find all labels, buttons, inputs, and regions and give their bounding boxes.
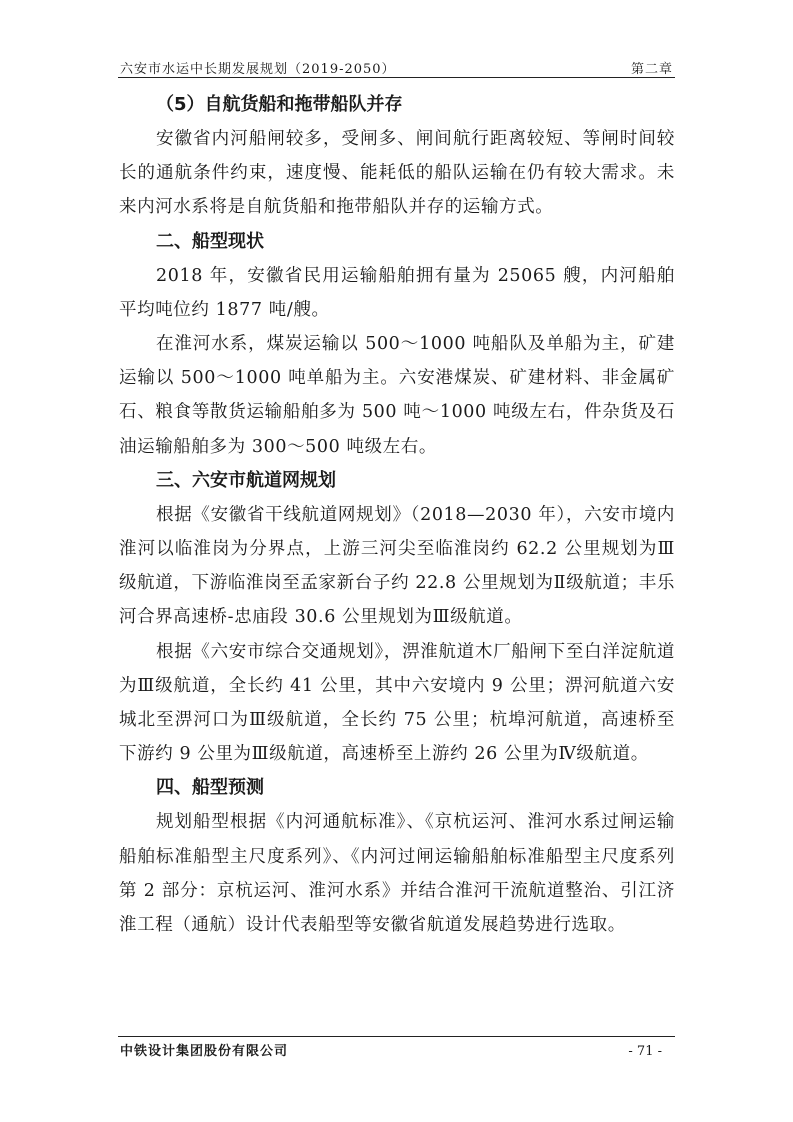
section-heading-ship-forecast: 四、船型预测 <box>156 777 264 799</box>
page-number: - 71 - <box>628 1044 662 1059</box>
chapter-label: 第二章 <box>630 62 673 77</box>
paragraph-self-propelled: 安徽省内河船闸较多，受闸多、闸间航行距离较短、等闸时间较长的通航条件约束，速度慢、能耗低的船队运输在仍有较大需求。未来内河水系将是自航货船和拖带船队并存的运输方式。 <box>119 129 675 218</box>
paragraph-provincial-plan: 根据《安徽省干线航道网规划》（2018—2030 年），六安市境内淮河以临淮岗为分界点，上游三河尖至临淮岗约 62.2 公里规划为Ⅲ级航道，下游临淮岗至孟家新台子约 22.8 公里规划为Ⅱ级航道；丰乐河合界高速桥-忠庙段 30.6 公里规划为Ⅲ级航道。 <box>119 504 675 628</box>
header-divider <box>118 77 675 78</box>
section-heading-waterway-network: 三、六安市航道网规划 <box>156 469 336 491</box>
paragraph-fleet-count: 2018 年，安徽省民用运输船舶拥有量为 25065 艘，内河船舶平均吨位约 1877 吨/艘。 <box>119 265 675 320</box>
footer-divider <box>118 1036 675 1037</box>
section-heading-self-propelled: （5）自航货船和拖带船队并存 <box>156 94 403 115</box>
paragraph-huai-river-transport: 在淮河水系，煤炭运输以 500～1000 吨船队及单船为主，矿建运输以 500～1000 吨单船为主。六安港煤炭、矿建材料、非金属矿石、粮食等散货运输船舶多为 500 吨～1000 吨级左右，件杂货及石油运输船舶多为 300～500 吨级左右。 <box>119 334 675 457</box>
company-name: 中铁设计集团股份有限公司 <box>120 1044 289 1059</box>
section-heading-ship-status: 二、船型现状 <box>156 230 264 252</box>
paragraph-ship-standards: 规划船型根据《内河通航标准》、《京杭运河、淮河水系过闸运输船舶标准船型主尺度系列》、《内河过闸运输船舶标准船型主尺度系列第 2 部分：京杭运河、淮河水系》并结合淮河干流航道整治、引江济淮工程（通航）设计代表船型等安徽省航道发展趋势进行选取。 <box>119 812 675 936</box>
paragraph-city-plan: 根据《六安市综合交通规划》，淠淮航道木厂船闸下至白洋淀航道为Ⅲ级航道，全长约 41 公里，其中六安境内 9 公里；淠河航道六安城北至淠河口为Ⅲ级航道，全长约 75 公里；杭埠河航道，高速桥至下游约 9 公里为Ⅲ级航道，高速桥至上游约 26 公里为Ⅳ级航道。 <box>119 641 675 765</box>
document-title: 六安市水运中长期发展规划（2019-2050） <box>120 62 396 77</box>
page-body <box>119 88 675 942</box>
